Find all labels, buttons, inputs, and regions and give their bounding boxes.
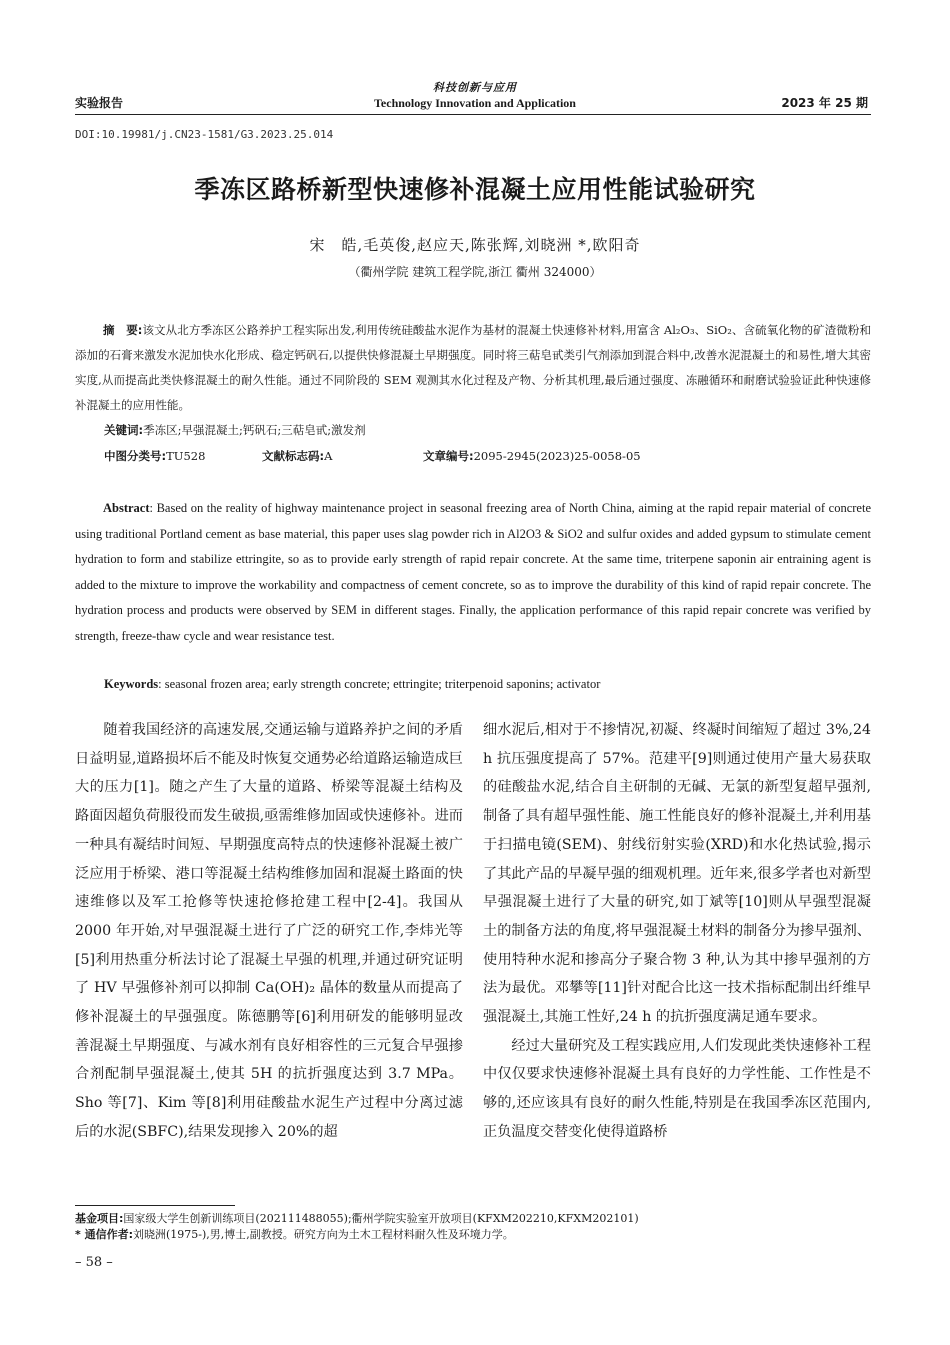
clc-number (104, 448, 205, 464)
doi: DOI:10.19981/j.CN23-1581/G3.2023.25.014 (75, 128, 334, 141)
body-paragraph: 经过大量研究及工程实践应用,人们发现此类快速修补工程中仅仅要求快速修补混凝土具有良好的力学性能、工作性是不够的,还应该具有良好的耐久性能,特别是在我国季冻区范围内,正负温度交替变化使得道路桥 (483, 1037, 871, 1140)
affiliation: （衢州学院 建筑工程学院,浙江 衢州 324000） (348, 265, 602, 279)
article-number (423, 448, 641, 464)
body-column-left (75, 716, 463, 1147)
journal-name-cn: 科技创新与应用 (433, 81, 517, 94)
corresponding-author-footnote (75, 1226, 871, 1242)
running-header-section: 实验报告 (75, 96, 124, 110)
clc-label: 中图分类号: (104, 449, 167, 463)
doc-code-value: A (324, 449, 333, 463)
paper-title: 季冻区路桥新型快速修补混凝土应用性能试验研究 (194, 175, 756, 204)
article-number-label: 文章编号: (423, 449, 474, 463)
abstract-cn-text: 该文从北方季冻区公路养护工程实际出发,利用传统硅酸盐水泥作为基材的混凝土快速修补材料,用富含 Al₂O₃、SiO₂、含硫氧化物的矿渣微粉和添加的石膏来激发水泥加快水化形成、稳定钙矾石,以提供快修混凝土早期强度。同时将三萜皂甙类引气剂添加到混合料中,改善水泥混凝土的和易性,增大其密实度,从而提高此类快修混凝土的耐久性能。通过不同阶段的 SEM 观测其水化过程及产物、分析其机理,最后通过强度、冻融循环和耐磨试验验证此种快速修补混凝土的应用性能。 (75, 323, 871, 412)
funding-label: 基金项目: (75, 1212, 124, 1225)
abstract-en-text: : Based on the reality of highway maintenance project in seasonal freezing area of North China, aiming at the rapid repair material of concrete using traditional Portland cement as base material, this paper uses slag powder rich in Al2O3 & SiO2 and sulfur oxides and added gypsum to stimulate cement hydration to form and stabilize ettringite, so as to provide early strength of rapid repair concrete. At the same time, triterpene saponin air entraining agent is added to the mixture to improve the workability and compactness of cement concrete, so as to improve the durability of this kind of rapid repair concrete. The hydration process and products were observed by SEM in different stages. Finally, the application performance of this rapid repair concrete was verified by strength, freeze-thaw cycle and wear resistance test. (75, 501, 871, 643)
page-number: – 58 – (75, 1255, 113, 1270)
keywords-en-label: Keywords (104, 677, 159, 691)
article-number-value: 2095-2945(2023)25-0058-05 (473, 449, 641, 463)
body-paragraph: 随着我国经济的高速发展,交通运输与道路养护之间的矛盾日益明显,道路损坏后不能及时恢复交通势必给道路运输造成巨大的压力[1]。随之产生了大量的道路、桥梁等混凝土结构及路面因超负荷服役而发生破损,亟需维修加固或快速修补。进而一种具有凝结时间短、早期强度高特点的快速修补混凝土被广泛应用于桥梁、港口等混凝土结构维修加固和混凝土路面的快速维修以及军工抢修等快速抢修抢建工程中[2-4]。我国从 2000 年开始,对早强混凝土进行了广泛的研究工作,李炜光等[5]利用热重分析法讨论了混凝土早强的机理,并通过研究证明了 HV 早强修补剂可以抑制 Ca(OH)₂ 晶体的数量从而提高了修补混凝土的早强强度。陈德鹏等[6]利用研发的能够明显改善混凝土早期强度、与减水剂有良好相容性的三元复合早强掺合剂配制早强混凝土,使其 5H 的抗折强度达到 3.7 MPa。Sho 等[7]、Kim 等[8]利用硅酸盐水泥生产过程中分离过滤后的水泥(SBFC),结果发现掺入 20%的超 (75, 722, 463, 1140)
keywords-en-text: : seasonal frozen area; early strength concrete; ettringite; triterpenoid saponins; activator (158, 677, 601, 691)
abstract-cn (75, 318, 871, 418)
running-header-issue: 2023 年 25 期 (781, 96, 868, 110)
funding-footnote (75, 1210, 871, 1226)
abstract-en (75, 496, 871, 649)
body-column-right (483, 716, 871, 1147)
doc-code-label: 文献标志码: (262, 449, 325, 463)
abstract-en-label: Abstract (103, 501, 150, 515)
keywords-cn-text: 季冻区;早强混凝土;钙矾石;三萜皂甙;激发剂 (143, 423, 366, 437)
corresponding-author-label: * 通信作者: (75, 1228, 133, 1241)
clc-value: TU528 (166, 449, 206, 463)
corresponding-author-text: 刘晓洲(1975-),男,博士,副教授。研究方向为土木工程材料耐久性及环境力学。 (132, 1228, 514, 1241)
body-paragraph: 细水泥后,相对于不掺情况,初凝、终凝时间缩短了超过 3%,24 h 抗压强度提高了 57%。范建平[9]则通过使用产量大易获取的硅酸盐水泥,结合自主研制的无碱、无氯的新型复超早强剂,制备了具有超早强性能、施工性能良好的修补混凝土,并利用基于扫描电镜(SEM)、射线衍射实验(XRD)和水化热试验,揭示了其此产品的早凝早强的细观机理。近年来,很多学者也对新型早强混凝土进行了大量的研究,如丁斌等[10]则从早强型混凝土的制备方法的角度,将早强混凝土材料的制备分为掺早强剂、使用特种水泥和掺高分子聚合物 3 种,认为其中掺早强剂的方法为最优。邓攀等[11]针对配合比这一技术指标配制出纤维早强混凝土,其施工性好,24 h 的抗折强度满足通车要求。 (483, 722, 871, 1026)
author-list: 宋 皓,毛英俊,赵应天,陈张辉,刘晓洲 *,欧阳奇 (309, 236, 641, 254)
keywords-en (104, 677, 600, 692)
funding-text: 国家级大学生创新训练项目(202111488055);衢州学院实验室开放项目(KFXM202210,KFXM202101) (123, 1212, 639, 1225)
document-code (262, 448, 332, 464)
journal-name-en: Technology Innovation and Application (374, 96, 576, 110)
keywords-cn-label: 关键词: (104, 423, 144, 437)
keywords-cn (104, 422, 366, 438)
footnote-rule (75, 1205, 235, 1206)
header-rule (75, 114, 871, 115)
abstract-cn-label: 摘 要: (103, 323, 143, 337)
